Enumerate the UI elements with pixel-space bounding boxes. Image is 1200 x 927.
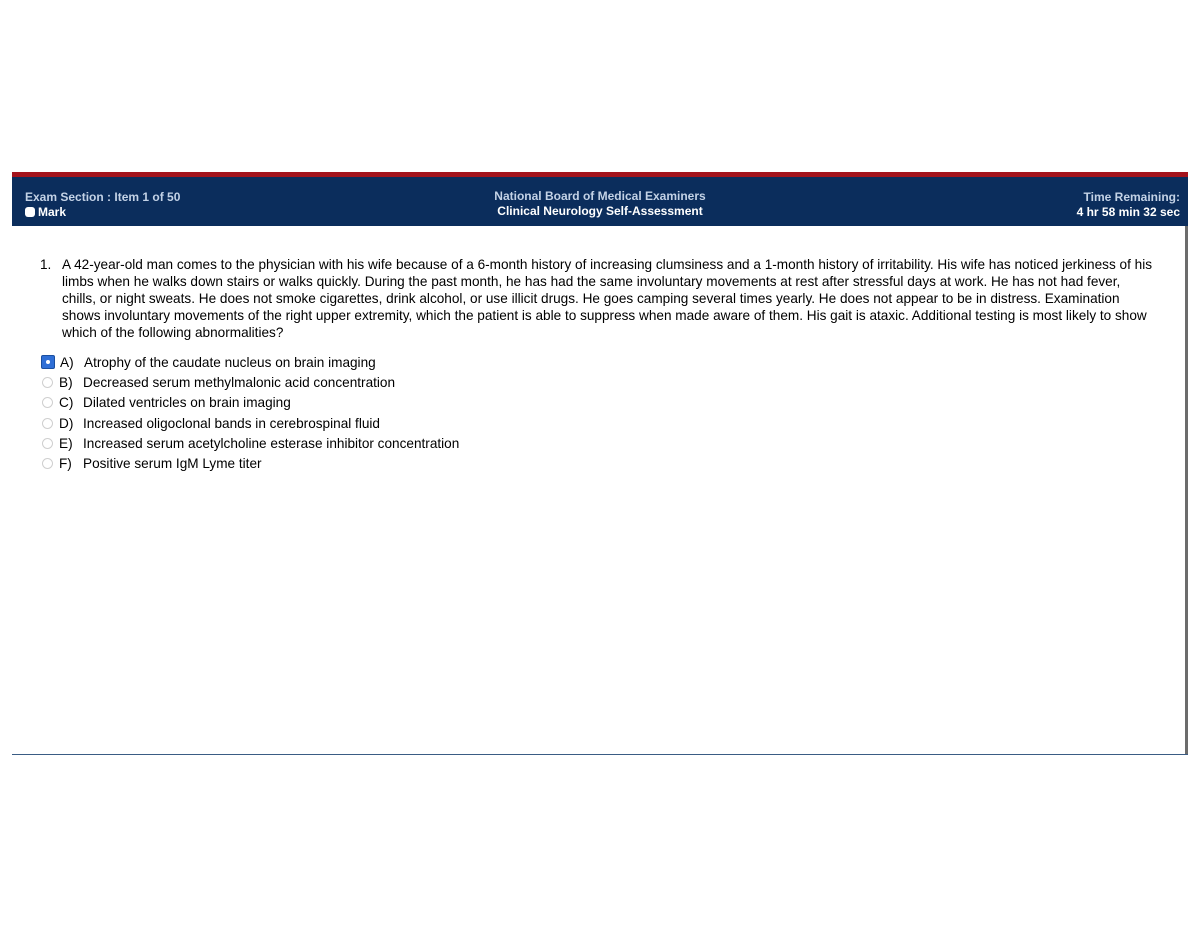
answer-option-b[interactable] bbox=[42, 372, 459, 392]
answer-text: Increased serum acetylcholine esterase inhibitor concentration bbox=[83, 435, 460, 451]
answer-text: Atrophy of the caudate nucleus on brain imaging bbox=[84, 354, 376, 370]
answer-text: Increased oligoclonal bands in cerebrospinal fluid bbox=[83, 415, 380, 431]
answer-letter: B) bbox=[59, 374, 73, 390]
question-block bbox=[40, 256, 1152, 341]
answer-text: Positive serum IgM Lyme titer bbox=[83, 456, 262, 472]
answer-letter: F) bbox=[59, 456, 72, 472]
answer-letter: C) bbox=[59, 395, 74, 411]
radio-icon[interactable] bbox=[42, 438, 53, 449]
answer-list bbox=[42, 352, 459, 474]
time-remaining-label: Time Remaining: bbox=[1083, 190, 1180, 204]
answer-letter: E) bbox=[59, 435, 73, 451]
question-number: 1. bbox=[40, 257, 52, 272]
mark-label: Mark bbox=[38, 205, 67, 219]
radio-selected-icon[interactable] bbox=[41, 355, 55, 369]
answer-option-c[interactable] bbox=[42, 393, 459, 413]
question-stem: A 42-year-old man comes to the physician with his wife because of a 6-month history of increasing clumsiness and a 1-month history of irritability. His wife has noticed jerkiness of his limbs when he walks down stairs or walks quickly. During the past month, he has had the same involuntary movements at rest after stressful days at work. He has not had fever, chills, or night sweats. He does not smoke cigarettes, drink alcohol, or use illicit drugs. He goes camping several times yearly. He does not appear to be in distress. Examination shows involuntary movements of the right upper extremity, which the patient is able to suppress when made aware of them. His gait is ataxic. Additional testing is most likely to show which of the following abnormalities? bbox=[62, 257, 1153, 340]
radio-icon[interactable] bbox=[42, 397, 53, 408]
radio-icon[interactable] bbox=[42, 377, 53, 388]
exam-title: Clinical Neurology Self-Assessment bbox=[497, 204, 703, 218]
radio-icon[interactable] bbox=[42, 418, 53, 429]
answer-letter: A) bbox=[60, 354, 74, 370]
time-remaining-value: 4 hr 58 min 32 sec bbox=[1076, 205, 1180, 219]
timer bbox=[1077, 190, 1180, 220]
vertical-scrollbar[interactable] bbox=[1185, 226, 1188, 754]
answer-option-d[interactable] bbox=[42, 413, 459, 433]
answer-letter: D) bbox=[59, 415, 74, 431]
radio-icon[interactable] bbox=[42, 458, 53, 469]
answer-text: Dilated ventricles on brain imaging bbox=[83, 395, 291, 411]
exam-header bbox=[12, 177, 1188, 226]
answer-option-f[interactable] bbox=[42, 453, 459, 473]
exam-window bbox=[12, 172, 1188, 755]
organization-name: National Board of Medical Examiners bbox=[494, 189, 706, 203]
answer-text: Decreased serum methylmalonic acid concentration bbox=[83, 374, 396, 390]
answer-option-a[interactable] bbox=[42, 352, 459, 372]
header-center bbox=[12, 189, 1188, 219]
item-counter: Exam Section : Item 1 of 50 bbox=[25, 190, 181, 204]
answer-option-e[interactable] bbox=[42, 433, 459, 453]
